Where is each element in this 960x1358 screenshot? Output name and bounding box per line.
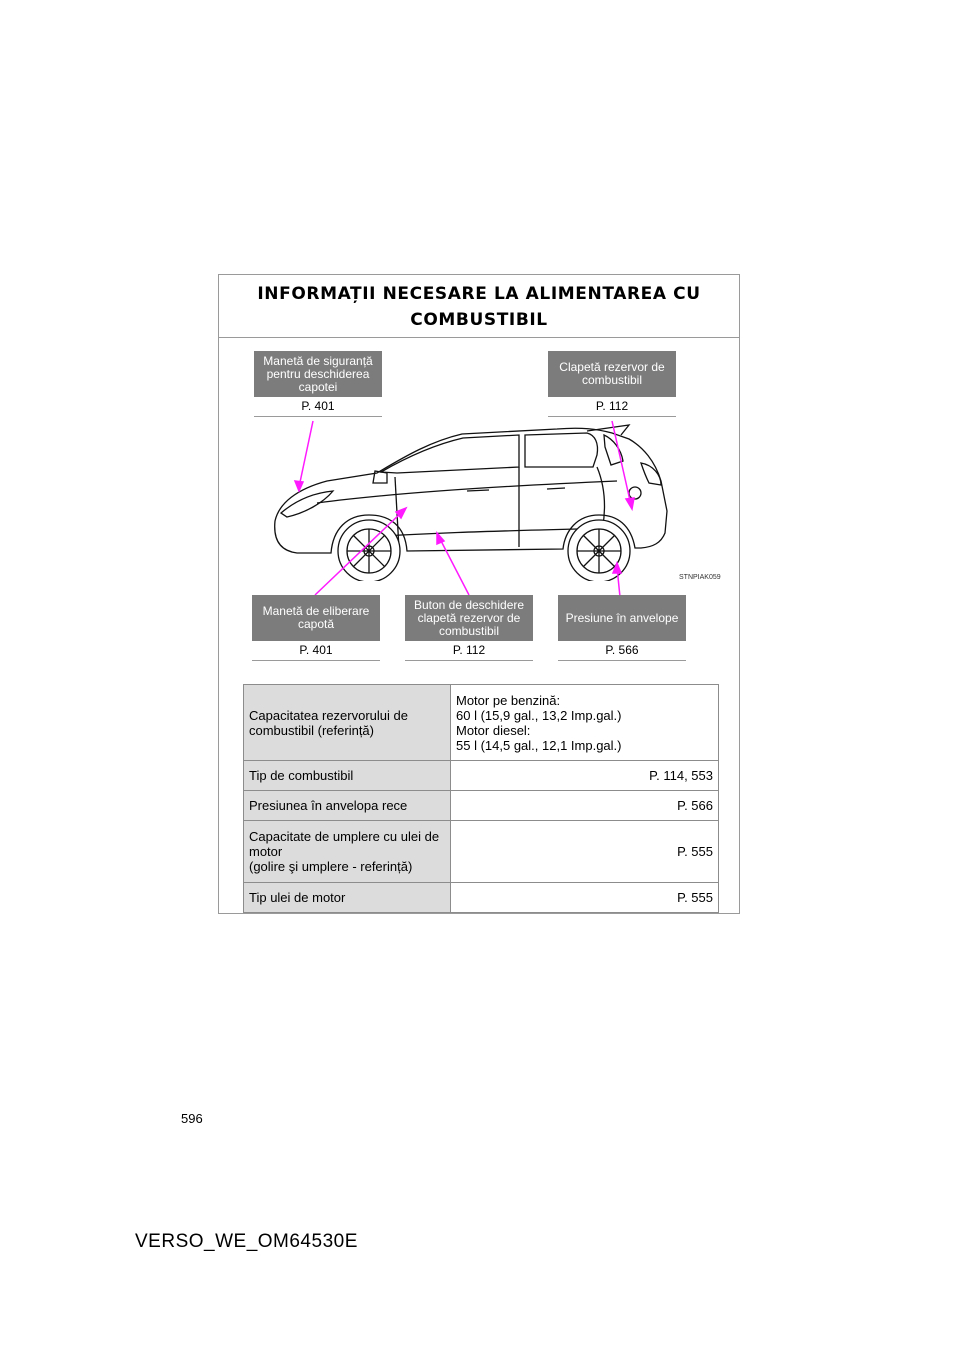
value-line: Motor diesel: (456, 722, 531, 738)
page-reference[interactable]: P. 112 (405, 641, 533, 661)
page-reference[interactable]: P. 112 (548, 397, 676, 417)
key-line: Capacitate de umplere cu ulei de motor (249, 829, 440, 859)
page-title: INFORMAȚII NECESARE LA ALIMENTAREA CU COMBUSTIBIL (257, 284, 701, 330)
callout-label: Manetă de siguranță pentru deschiderea capotei (254, 351, 382, 397)
page-reference[interactable]: P. 401 (252, 641, 380, 661)
key-line: (golire şi umplere - referință) (249, 859, 413, 874)
callout-tire-pressure (558, 595, 686, 661)
table-row (244, 761, 719, 791)
page-reference[interactable]: P. 566 (558, 641, 686, 661)
callout-label: Buton de deschidere clapetă rezervor de combustibil (405, 595, 533, 641)
row-value[interactable]: P. 566 (451, 791, 719, 821)
document-code: VERSO_WE_OM64530E (135, 1231, 358, 1252)
page-reference[interactable]: P. 401 (254, 397, 382, 417)
callout-label: Clapetă rezervor de combustibil (548, 351, 676, 397)
value-line: Motor pe benzină: (456, 692, 561, 708)
row-key: Tip ulei de motor (244, 883, 451, 913)
row-key: Tip de combustibil (244, 761, 451, 791)
value-line: 55 l (14,5 gal., 12,1 Imp.gal.) (456, 737, 622, 753)
row-value[interactable]: P. 555 (451, 883, 719, 913)
callout-label: Presiune în anvelope (558, 595, 686, 641)
value-line: 60 l (15,9 gal., 13,2 Imp.gal.) (456, 707, 622, 723)
row-key (244, 821, 451, 883)
table-row (244, 821, 719, 883)
table-row (244, 791, 719, 821)
image-code: STNPIAK059 (679, 574, 721, 581)
page-number: 596 (181, 1111, 203, 1126)
callout-hood-release-lever (252, 595, 380, 661)
table-row (244, 685, 719, 761)
callout-fuel-door-opener (405, 595, 533, 661)
fueling-info-panel (218, 274, 740, 914)
table-row (244, 883, 719, 913)
row-value[interactable]: P. 555 (451, 821, 719, 883)
row-value (451, 685, 719, 761)
row-key: Presiunea în anvelopa rece (244, 791, 451, 821)
row-value[interactable]: P. 114, 553 (451, 761, 719, 791)
callout-label: Manetă de eliberare capotă (252, 595, 380, 641)
row-key: Capacitatea rezervorului de combustibil (referință) (244, 685, 451, 761)
fuel-spec-table (243, 684, 719, 913)
